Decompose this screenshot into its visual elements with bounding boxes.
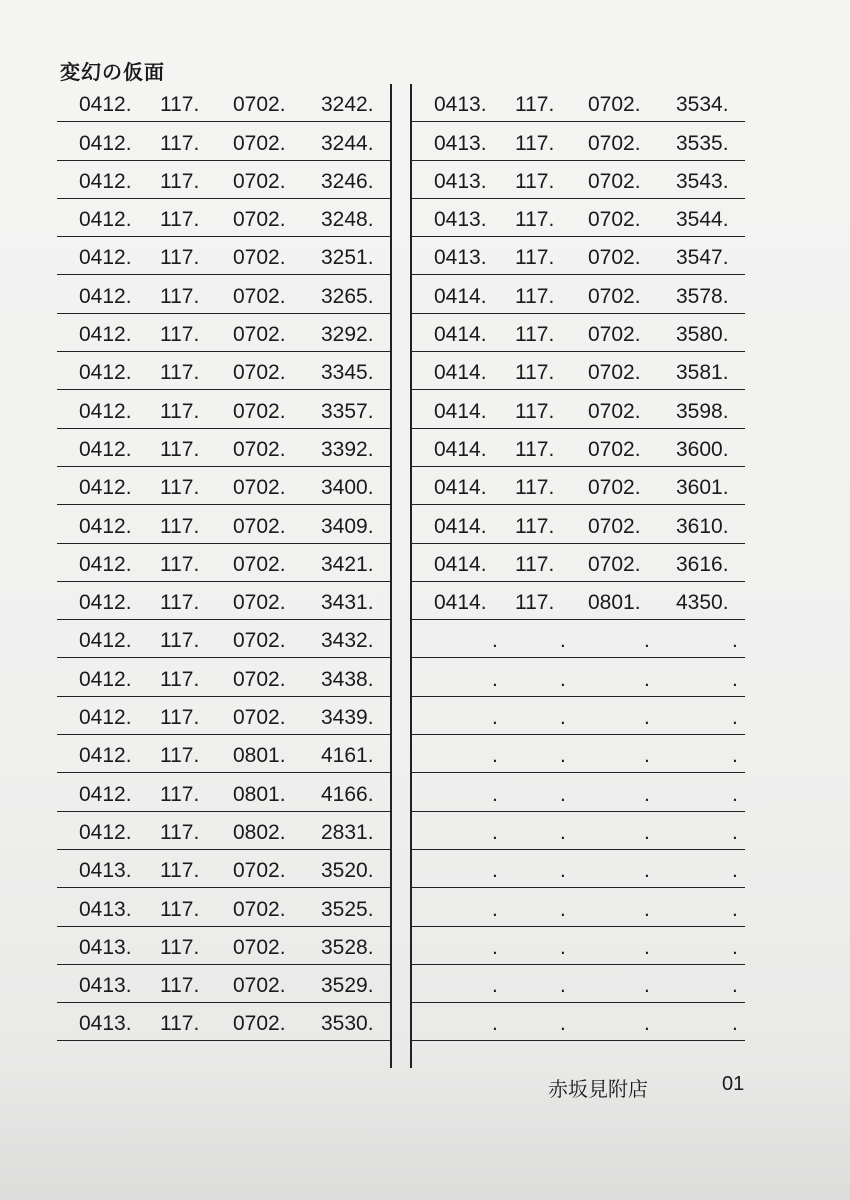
empty-cell: . bbox=[492, 820, 498, 844]
code-segment-2: 117. bbox=[160, 246, 200, 270]
code-segment-4: 3525. bbox=[321, 897, 374, 921]
code-segment-2: 117. bbox=[160, 591, 200, 615]
code-segment-1: 0413. bbox=[434, 169, 487, 193]
table-row bbox=[57, 467, 390, 505]
code-segment-3: 0702. bbox=[233, 706, 286, 730]
code-segment-4: 3265. bbox=[321, 284, 374, 308]
code-segment-2: 117. bbox=[160, 514, 200, 538]
code-segment-3: 0702. bbox=[233, 591, 286, 615]
code-segment-4: 3535. bbox=[676, 131, 729, 155]
code-segment-2: 117. bbox=[160, 744, 200, 768]
code-segment-1: 0412. bbox=[79, 93, 132, 117]
code-segment-1: 0413. bbox=[79, 974, 132, 998]
code-segment-1: 0414. bbox=[434, 437, 487, 461]
table-row bbox=[412, 275, 745, 313]
code-segment-2: 117. bbox=[160, 399, 200, 423]
empty-cell: . bbox=[732, 706, 738, 730]
table-row bbox=[57, 850, 390, 888]
table-row bbox=[57, 390, 390, 428]
code-segment-3: 0702. bbox=[233, 437, 286, 461]
code-segment-4: 3400. bbox=[321, 476, 374, 500]
code-segment-1: 0414. bbox=[434, 361, 487, 385]
empty-cell: . bbox=[492, 706, 498, 730]
code-segment-1: 0413. bbox=[434, 208, 487, 232]
empty-cell: . bbox=[644, 629, 650, 653]
code-segment-3: 0702. bbox=[233, 208, 286, 232]
table-row bbox=[57, 275, 390, 313]
code-segment-4: 3528. bbox=[321, 935, 374, 959]
code-segment-1: 0414. bbox=[434, 284, 487, 308]
empty-cell: . bbox=[560, 935, 566, 959]
code-segment-2: 117. bbox=[160, 935, 200, 959]
code-segment-4: 3601. bbox=[676, 476, 729, 500]
empty-cell: . bbox=[732, 974, 738, 998]
empty-cell: . bbox=[492, 935, 498, 959]
table-row bbox=[57, 620, 390, 658]
code-segment-4: 4350. bbox=[676, 591, 729, 615]
code-segment-1: 0412. bbox=[79, 284, 132, 308]
table-row bbox=[57, 888, 390, 926]
table-row bbox=[412, 544, 745, 582]
code-segment-3: 0702. bbox=[588, 169, 641, 193]
code-segment-1: 0414. bbox=[434, 399, 487, 423]
empty-cell: . bbox=[644, 667, 650, 691]
table-row bbox=[57, 352, 390, 390]
code-segment-4: 3244. bbox=[321, 131, 374, 155]
code-segment-2: 117. bbox=[160, 552, 200, 576]
code-segment-1: 0414. bbox=[434, 552, 487, 576]
code-segment-3: 0702. bbox=[588, 514, 641, 538]
code-segment-3: 0702. bbox=[588, 131, 641, 155]
code-segment-3: 0702. bbox=[588, 93, 641, 117]
code-segment-1: 0412. bbox=[79, 591, 132, 615]
code-segment-3: 0702. bbox=[233, 476, 286, 500]
code-segment-3: 0702. bbox=[233, 284, 286, 308]
code-segment-1: 0413. bbox=[79, 935, 132, 959]
table-row bbox=[57, 965, 390, 1003]
code-segment-4: 3534. bbox=[676, 93, 729, 117]
empty-table-row bbox=[412, 658, 745, 696]
empty-cell: . bbox=[644, 820, 650, 844]
code-segment-1: 0414. bbox=[434, 323, 487, 347]
empty-cell: . bbox=[560, 629, 566, 653]
code-segment-2: 117. bbox=[160, 476, 200, 500]
table-row bbox=[57, 161, 390, 199]
code-segment-2: 117. bbox=[515, 591, 555, 615]
code-segment-2: 117. bbox=[160, 323, 200, 347]
code-segment-3: 0702. bbox=[233, 1012, 286, 1036]
code-segment-3: 0702. bbox=[588, 399, 641, 423]
code-segment-4: 3292. bbox=[321, 323, 374, 347]
code-segment-3: 0702. bbox=[588, 437, 641, 461]
code-segment-2: 117. bbox=[515, 437, 555, 461]
code-segment-3: 0702. bbox=[588, 246, 641, 270]
code-segment-1: 0412. bbox=[79, 361, 132, 385]
code-segment-1: 0412. bbox=[79, 706, 132, 730]
code-segment-1: 0412. bbox=[79, 437, 132, 461]
code-segment-2: 117. bbox=[160, 93, 200, 117]
empty-table-row bbox=[412, 620, 745, 658]
code-segment-1: 0412. bbox=[79, 820, 132, 844]
code-segment-1: 0412. bbox=[79, 667, 132, 691]
code-segment-3: 0702. bbox=[233, 859, 286, 883]
code-segment-3: 0702. bbox=[588, 208, 641, 232]
left-column bbox=[57, 84, 392, 1068]
empty-cell: . bbox=[560, 859, 566, 883]
empty-cell: . bbox=[492, 1012, 498, 1036]
empty-table-row bbox=[412, 850, 745, 888]
code-segment-3: 0802. bbox=[233, 820, 286, 844]
code-segment-2: 117. bbox=[160, 437, 200, 461]
empty-cell: . bbox=[644, 1012, 650, 1036]
empty-cell: . bbox=[560, 667, 566, 691]
code-segment-3: 0702. bbox=[588, 476, 641, 500]
empty-cell: . bbox=[644, 897, 650, 921]
table-row bbox=[412, 390, 745, 428]
empty-cell: . bbox=[732, 859, 738, 883]
empty-cell: . bbox=[560, 706, 566, 730]
code-segment-4: 3600. bbox=[676, 437, 729, 461]
table-row bbox=[412, 467, 745, 505]
code-segment-1: 0414. bbox=[434, 476, 487, 500]
code-segment-1: 0413. bbox=[434, 131, 487, 155]
table-row bbox=[57, 199, 390, 237]
code-segment-4: 3547. bbox=[676, 246, 729, 270]
table-row bbox=[57, 505, 390, 543]
code-segment-3: 0702. bbox=[233, 169, 286, 193]
code-segment-1: 0412. bbox=[79, 208, 132, 232]
table-row bbox=[57, 697, 390, 735]
empty-cell: . bbox=[492, 782, 498, 806]
empty-cell: . bbox=[644, 782, 650, 806]
code-segment-4: 4161. bbox=[321, 744, 374, 768]
empty-cell: . bbox=[560, 974, 566, 998]
table-row bbox=[57, 582, 390, 620]
table-row bbox=[412, 429, 745, 467]
code-segment-1: 0414. bbox=[434, 591, 487, 615]
code-segment-2: 117. bbox=[160, 361, 200, 385]
code-segment-3: 0702. bbox=[233, 323, 286, 347]
code-segment-1: 0412. bbox=[79, 629, 132, 653]
empty-cell: . bbox=[732, 1012, 738, 1036]
table-row bbox=[57, 773, 390, 811]
code-segment-4: 4166. bbox=[321, 782, 374, 806]
empty-cell: . bbox=[644, 859, 650, 883]
empty-cell: . bbox=[732, 897, 738, 921]
code-segment-3: 0801. bbox=[233, 782, 286, 806]
code-segment-2: 117. bbox=[160, 629, 200, 653]
empty-cell: . bbox=[492, 897, 498, 921]
code-segment-2: 117. bbox=[160, 859, 200, 883]
code-segment-1: 0412. bbox=[79, 514, 132, 538]
code-segment-4: 3432. bbox=[321, 629, 374, 653]
code-segment-2: 117. bbox=[160, 1012, 200, 1036]
page-title: 変幻の仮面 bbox=[60, 62, 165, 84]
code-segment-3: 0702. bbox=[233, 93, 286, 117]
code-segment-1: 0413. bbox=[434, 246, 487, 270]
code-segment-2: 117. bbox=[160, 897, 200, 921]
empty-cell: . bbox=[560, 782, 566, 806]
empty-cell: . bbox=[732, 820, 738, 844]
code-segment-3: 0702. bbox=[233, 974, 286, 998]
code-segment-3: 0702. bbox=[233, 629, 286, 653]
table-row bbox=[57, 122, 390, 160]
code-segment-4: 3421. bbox=[321, 552, 374, 576]
empty-cell: . bbox=[644, 706, 650, 730]
code-segment-2: 117. bbox=[515, 476, 555, 500]
code-segment-1: 0414. bbox=[434, 514, 487, 538]
code-segment-1: 0412. bbox=[79, 476, 132, 500]
code-segment-1: 0413. bbox=[434, 93, 487, 117]
table-row bbox=[57, 237, 390, 275]
code-segment-2: 117. bbox=[160, 820, 200, 844]
table-row bbox=[412, 505, 745, 543]
empty-cell: . bbox=[492, 974, 498, 998]
code-segment-4: 3529. bbox=[321, 974, 374, 998]
table-row bbox=[412, 237, 745, 275]
empty-table-row bbox=[412, 735, 745, 773]
empty-cell: . bbox=[492, 859, 498, 883]
code-segment-4: 3581. bbox=[676, 361, 729, 385]
code-segment-1: 0412. bbox=[79, 399, 132, 423]
code-segment-2: 117. bbox=[160, 208, 200, 232]
code-segment-1: 0413. bbox=[79, 1012, 132, 1036]
code-segment-1: 0413. bbox=[79, 897, 132, 921]
code-segment-3: 0702. bbox=[233, 361, 286, 385]
code-segment-3: 0702. bbox=[588, 284, 641, 308]
empty-table-row bbox=[412, 965, 745, 1003]
code-segment-4: 3357. bbox=[321, 399, 374, 423]
code-segment-3: 0702. bbox=[233, 514, 286, 538]
empty-cell: . bbox=[644, 744, 650, 768]
code-segment-3: 0702. bbox=[233, 399, 286, 423]
empty-cell: . bbox=[644, 974, 650, 998]
empty-table-row bbox=[412, 697, 745, 735]
code-segment-1: 0412. bbox=[79, 782, 132, 806]
table-row bbox=[412, 352, 745, 390]
code-segment-2: 117. bbox=[160, 667, 200, 691]
code-segment-2: 117. bbox=[515, 246, 555, 270]
empty-cell: . bbox=[732, 744, 738, 768]
empty-cell: . bbox=[492, 629, 498, 653]
table-row bbox=[412, 161, 745, 199]
code-segment-2: 117. bbox=[515, 514, 555, 538]
code-segment-4: 3544. bbox=[676, 208, 729, 232]
code-segment-4: 3431. bbox=[321, 591, 374, 615]
table-row bbox=[57, 429, 390, 467]
code-segment-3: 0702. bbox=[588, 552, 641, 576]
code-segment-4: 3530. bbox=[321, 1012, 374, 1036]
empty-cell: . bbox=[560, 820, 566, 844]
code-segment-3: 0702. bbox=[588, 323, 641, 347]
code-segment-4: 3345. bbox=[321, 361, 374, 385]
code-segment-4: 3520. bbox=[321, 859, 374, 883]
empty-cell: . bbox=[644, 935, 650, 959]
code-segment-1: 0412. bbox=[79, 744, 132, 768]
code-segment-3: 0702. bbox=[233, 667, 286, 691]
code-segment-3: 0801. bbox=[233, 744, 286, 768]
table-row bbox=[412, 84, 745, 122]
code-segment-1: 0412. bbox=[79, 169, 132, 193]
code-segment-4: 3439. bbox=[321, 706, 374, 730]
code-segment-3: 0702. bbox=[233, 935, 286, 959]
code-segment-2: 117. bbox=[160, 706, 200, 730]
right-column bbox=[410, 84, 745, 1068]
code-segment-2: 117. bbox=[160, 782, 200, 806]
code-segment-4: 3543. bbox=[676, 169, 729, 193]
code-segment-4: 3251. bbox=[321, 246, 374, 270]
code-segment-4: 3598. bbox=[676, 399, 729, 423]
empty-cell: . bbox=[560, 1012, 566, 1036]
table-row bbox=[412, 122, 745, 160]
code-segment-2: 117. bbox=[160, 974, 200, 998]
code-segment-2: 117. bbox=[160, 169, 200, 193]
empty-table-row bbox=[412, 773, 745, 811]
code-segment-2: 117. bbox=[160, 284, 200, 308]
code-segment-2: 117. bbox=[515, 399, 555, 423]
code-segment-2: 117. bbox=[515, 361, 555, 385]
empty-table-row bbox=[412, 1003, 745, 1041]
code-segment-1: 0412. bbox=[79, 246, 132, 270]
code-segment-4: 3242. bbox=[321, 93, 374, 117]
code-segment-3: 0801. bbox=[588, 591, 641, 615]
empty-cell: . bbox=[732, 629, 738, 653]
code-segment-4: 3610. bbox=[676, 514, 729, 538]
table-row bbox=[412, 582, 745, 620]
code-segment-2: 117. bbox=[515, 323, 555, 347]
code-segment-3: 0702. bbox=[233, 131, 286, 155]
code-segment-1: 0412. bbox=[79, 323, 132, 347]
code-segment-4: 2831. bbox=[321, 820, 374, 844]
code-segment-2: 117. bbox=[515, 93, 555, 117]
code-segment-4: 3578. bbox=[676, 284, 729, 308]
empty-cell: . bbox=[732, 782, 738, 806]
code-segment-2: 117. bbox=[515, 169, 555, 193]
empty-table-row bbox=[412, 812, 745, 850]
code-segment-4: 3409. bbox=[321, 514, 374, 538]
code-segment-4: 3246. bbox=[321, 169, 374, 193]
code-segment-2: 117. bbox=[515, 552, 555, 576]
code-segment-4: 3580. bbox=[676, 323, 729, 347]
code-segment-1: 0413. bbox=[79, 859, 132, 883]
empty-cell: . bbox=[732, 935, 738, 959]
empty-cell: . bbox=[560, 897, 566, 921]
code-segment-4: 3248. bbox=[321, 208, 374, 232]
table-row bbox=[57, 658, 390, 696]
table-row bbox=[57, 314, 390, 352]
code-segment-1: 0412. bbox=[79, 552, 132, 576]
table-row bbox=[57, 544, 390, 582]
table-row bbox=[57, 1003, 390, 1041]
page-number: 01 bbox=[722, 1073, 745, 1095]
code-segment-3: 0702. bbox=[588, 361, 641, 385]
table-row bbox=[412, 314, 745, 352]
table-row bbox=[57, 84, 390, 122]
code-segment-4: 3392. bbox=[321, 437, 374, 461]
store-name: 赤坂見附店 bbox=[548, 1079, 648, 1101]
code-segment-4: 3438. bbox=[321, 667, 374, 691]
code-segment-3: 0702. bbox=[233, 246, 286, 270]
empty-cell: . bbox=[492, 744, 498, 768]
code-segment-3: 0702. bbox=[233, 552, 286, 576]
code-segment-2: 117. bbox=[515, 284, 555, 308]
code-segment-2: 117. bbox=[515, 208, 555, 232]
code-segment-3: 0702. bbox=[233, 897, 286, 921]
table-row bbox=[57, 812, 390, 850]
code-segment-1: 0412. bbox=[79, 131, 132, 155]
empty-cell: . bbox=[560, 744, 566, 768]
empty-cell: . bbox=[732, 667, 738, 691]
code-segment-4: 3616. bbox=[676, 552, 729, 576]
empty-table-row bbox=[412, 927, 745, 965]
table-row bbox=[412, 199, 745, 237]
code-segment-2: 117. bbox=[160, 131, 200, 155]
table-row bbox=[57, 735, 390, 773]
table-row bbox=[57, 927, 390, 965]
empty-table-row bbox=[412, 888, 745, 926]
empty-cell: . bbox=[492, 667, 498, 691]
code-segment-2: 117. bbox=[515, 131, 555, 155]
